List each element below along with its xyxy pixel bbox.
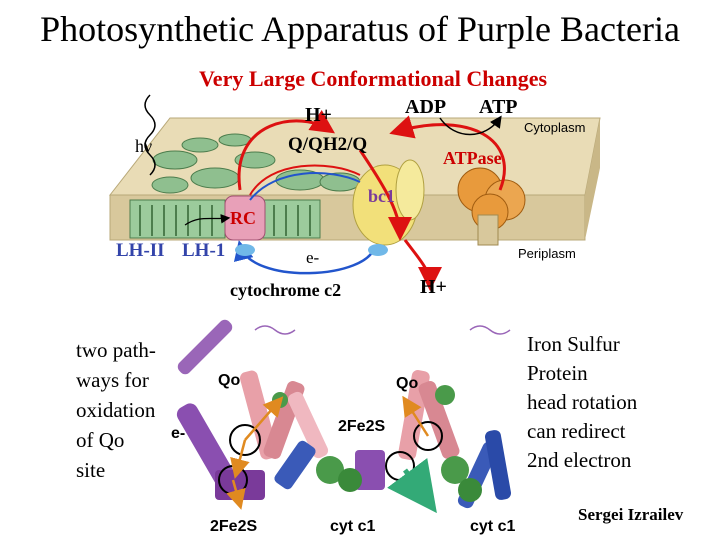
periplasm-label: Periplasm [518,246,576,261]
left-note-line: ways for [76,368,149,392]
h-plus-top-label: H+ [305,104,332,126]
left-note-line: oxidation [76,398,156,422]
right-note-line: head rotation [527,390,638,414]
hv-label: hν [135,136,153,156]
protein-structure [174,317,512,510]
cytc1-left-label: cyt c1 [330,518,376,535]
right-note [527,330,667,475]
left-note-line: of Qo [76,428,125,452]
slide-title: Photosynthetic Apparatus of Purple Bacteria [40,9,680,49]
right-note-line: Protein [527,361,588,385]
left-note [76,335,196,485]
cytoplasm-label: Cytoplasm [524,120,586,135]
right-note-line: Iron Sulfur [527,332,620,356]
left-note-line: site [76,458,106,482]
right-note-line: 2nd electron [527,448,632,472]
cytochrome-label: cytochrome c2 [230,280,342,300]
electron-label: e- [306,248,320,267]
qo-right-label: Qo [396,375,419,392]
lh2-label: LH-II [116,240,165,261]
bc1-label: bc1 [368,186,395,206]
cytc1-right-label: cyt c1 [470,518,516,535]
atpase-label: ATPase [443,148,502,168]
author-credit: Sergei Izrailev [578,505,684,524]
fe2s-bottom-label: 2Fe2S [210,518,258,535]
h-plus-bottom-label: H+ [420,276,447,298]
atp-label: ATP [479,96,518,118]
cytochrome-left [235,244,255,256]
left-note-line: two path- [76,338,156,362]
structure-electron-label: e- [171,425,186,442]
cytochrome-right [368,244,388,256]
qo-left-label: Qo [218,372,241,389]
rc-label: RC [230,208,256,228]
fe2s-center-label: 2Fe2S [338,418,386,435]
lh1-label: LH-1 [182,240,226,261]
right-note-line: can redirect [527,419,626,443]
slide-subtitle: Very Large Conformational Changes [198,66,548,91]
adp-label: ADP [405,96,447,118]
quinone-label: Q/QH2/Q [288,134,368,155]
